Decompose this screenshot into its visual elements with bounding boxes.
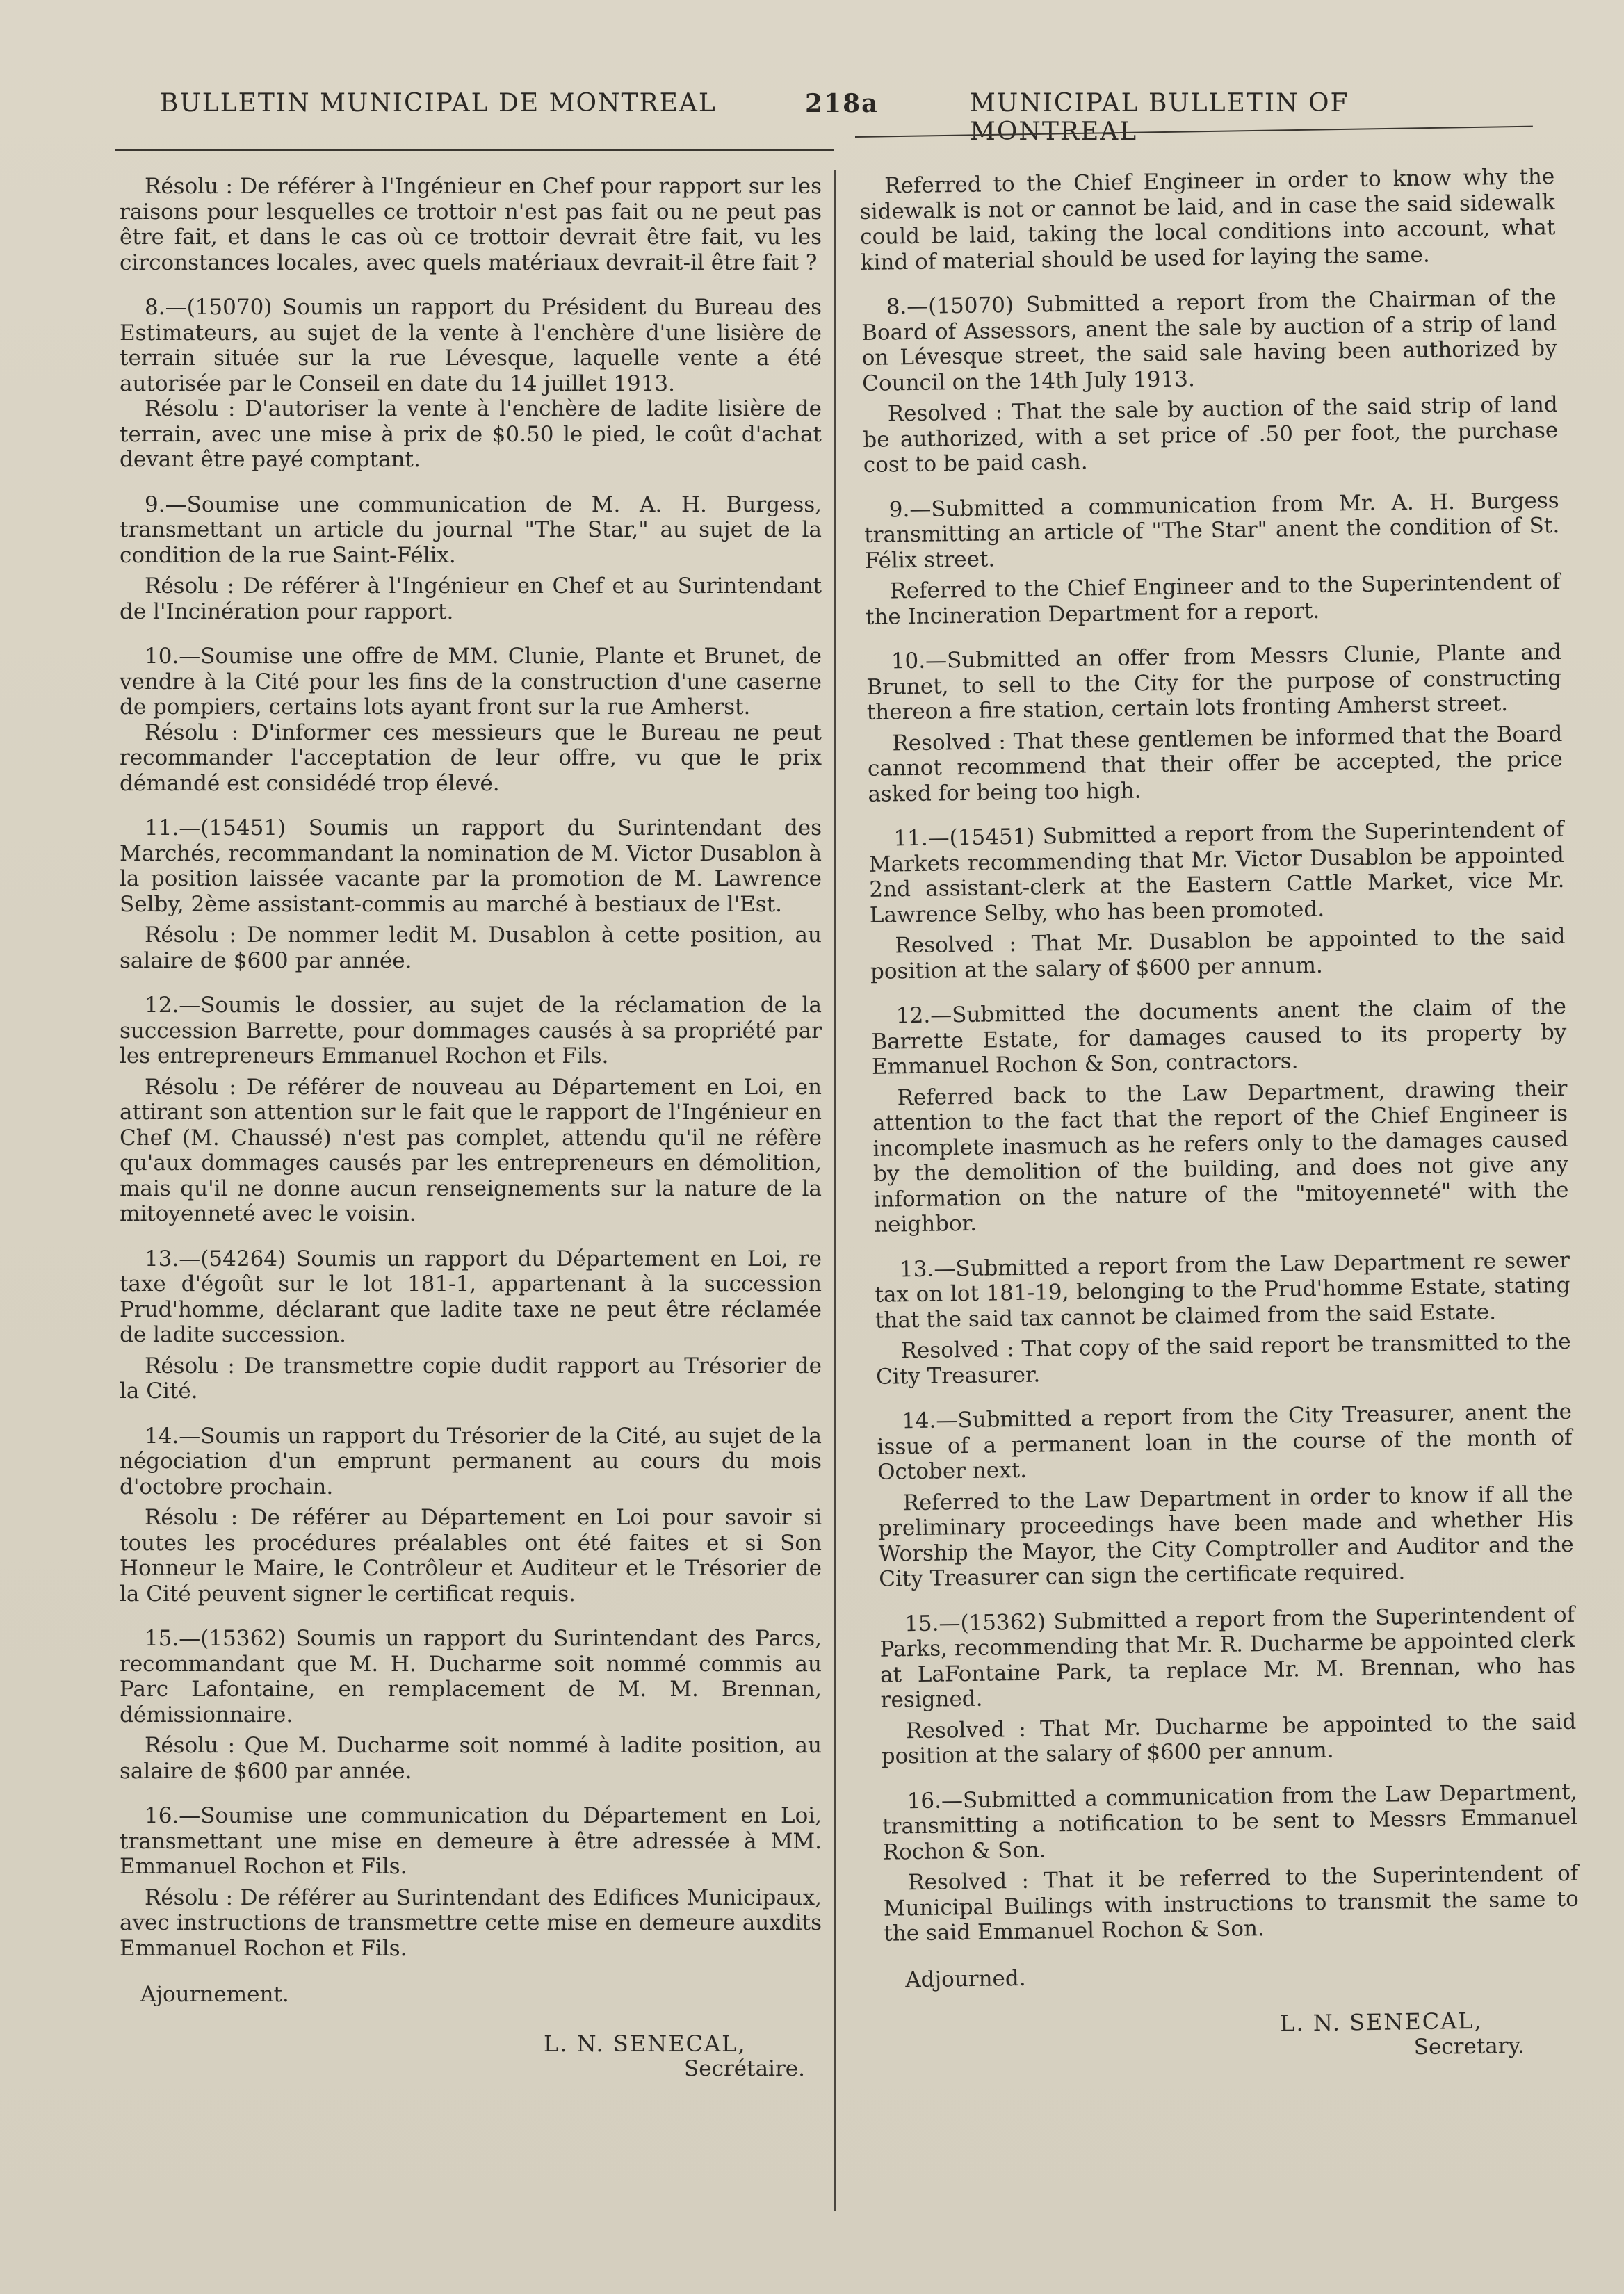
page-header (146, 89, 1513, 146)
paragraph: Résolu : Que M. Ducharme soit nommé à ladite position, au salaire de $600 par année. (120, 1733, 822, 1784)
paragraph: 12.—Soumis le dossier, au sujet de la réclamation de la succession Barrette, pour dommages causés à sa propriété par les entrepreneurs Emmanuel Rochon et Fils. (120, 993, 822, 1068)
paragraph: 13.—(54264) Soumis un rapport du Département en Loi, re taxe d'égoût sur le lot 181-1, appartenant à la succession Prud'homme, déclarant que ladite taxe ne peut être réclamée de ladite succession. (120, 1246, 822, 1347)
paragraph: Resolved : That Mr. Ducharme be appointed to the said position at the salary of $600 per annum. (881, 1709, 1577, 1769)
signature-title: Secretary. (1413, 2033, 1525, 2060)
paragraph: Résolu : De nommer ledit M. Dusablon à cette position, au salaire de $600 par année. (120, 922, 822, 973)
column-divider (834, 170, 836, 2211)
paragraph: 14.—Soumis un rapport du Trésorier de la Cité, au sujet de la négociation d'un emprunt permanent au cours du mois d'octobre prochain. (120, 1423, 822, 1499)
paragraph: Resolved : That these gentlemen be informed that the Board cannot recommend that their offer be accepted, the price asked for being too high. (867, 721, 1564, 807)
paragraph: 10.—Soumise une offre de MM. Clunie, Plante et Brunet, de vendre à la Cité pour les fins de la construction d'une caserne de pompiers, certains lots ayant front sur la rue Amherst. (120, 644, 822, 719)
paragraph: Resolved : That the sale by auction of the said strip of land be authorized, with a set price of .50 per foot, the purchase cost to be paid cash. (863, 392, 1559, 478)
header-english-title: MUNICIPAL BULLETIN OF MONTREAL (970, 89, 1349, 146)
adjournment: Ajournement. (140, 1982, 289, 2007)
paragraph: Resolved : That it be referred to the Superintendent of Municipal Builings with instructions to transmit the same to the said Emmanuel Rochon & Son. (883, 1860, 1579, 1946)
paragraph: 16.—Submitted a communication from the Law Department, transmitting a notification to be sent to Messrs Emmanuel Rochon & Son. (882, 1779, 1578, 1865)
paragraph: 13.—Submitted a report from the Law Department re sewer tax on lot 181-19, belonging to the Prud'homme Estate, stating that the said tax cannot be claimed from the said Estate. (875, 1247, 1570, 1333)
paragraph: 10.—Submitted an offer from Messrs Clunie, Plante and Brunet, to sell to the City for the purpose of constructing thereon a fire station, certain lots fronting Amherst street. (866, 639, 1562, 725)
paragraph: Referred to the Chief Engineer in order to know why the sidewalk is not or cannot be laid, and in case the said sidewalk could be laid, taking the local conditions into account, what kind of material should be used for laying the same. (859, 164, 1556, 275)
header-french-title: BULLETIN MUNICIPAL DE MONTREAL (160, 89, 717, 117)
french-column (120, 174, 822, 2082)
paragraph: Referred to the Chief Engineer and to the Superintendent of the Incineration Department for a report. (865, 569, 1561, 630)
paragraph: 11.—(15451) Submitted a report from the Superintendent of Markets recommending that Mr. Victor Dusablon be appointed 2nd assistant-clerk at the Eastern Cattle Market, vice Mr. Lawrence Selby, who has been promoted. (868, 816, 1565, 928)
paragraph: Referred back to the Law Department, drawing their attention to the fact that the report of the Chief Engineer is incomplete inasmuch as he refers only to the damages caused by the demolition of the building, and does not give any information on the nature of the "mitoyenneté" with the neighbor. (872, 1075, 1569, 1237)
page-number: 218a (805, 89, 879, 118)
paragraph: 14.—Submitted a report from the City Treasurer, anent the issue of a permanent loan in the course of the month of October next. (877, 1399, 1573, 1485)
paragraph: Résolu : De référer à l'Ingénieur en Chef et au Surintendant de l'Incinération pour rapport. (120, 574, 822, 624)
paragraph: 15.—(15362) Soumis un rapport du Surintendant des Parcs, recommandant que M. H. Ducharme soit nommé commis au Parc Lafontaine, en remplacement de M. M. Brennan, démissionnaire. (120, 1626, 822, 1727)
paragraph: Résolu : De référer au Surintendant des Edifices Municipaux, avec instructions de transmettre cette mise en demeure auxdits Emmanuel Rochon et Fils. (120, 1885, 822, 1961)
paragraph: Résolu : De transmettre copie dudit rapport au Trésorier de la Cité. (120, 1353, 822, 1404)
paragraph: 16.—Soumise une communication du Département en Loi, transmettant une mise en demeure à être adressée à MM. Emmanuel Rochon et Fils. (120, 1803, 822, 1879)
paragraph: Résolu : De référer au Département en Loi pour savoir si toutes les procédures préalables ont été faites et si Son Honneur le Maire, le Contrôleur et Auditeur et le Trésorier de la Cité peuvent signer le certificat requis. (120, 1505, 822, 1606)
paragraph: Resolved : That copy of the said report be transmitted to the City Treasurer. (875, 1328, 1571, 1390)
paragraph: 8.—(15070) Submitted a report from the Chairman of the Board of Assessors, anent the sale by auction of a strip of land on Lévesque street, the said sale having been authorized by Council on the 14th July 1913. (861, 285, 1557, 396)
adjournment: Adjourned. (905, 1965, 1026, 1992)
paragraph: 9.—Submitted a communication from Mr. A. H. Burgess transmitting an article of "The Star" anent the condition of St. Félix street. (864, 487, 1560, 574)
paragraph: 12.—Submitted the documents anent the claim of the Barrette Estate, for damages caused to its property by Emmanuel Rochon & Son, contractors. (871, 993, 1567, 1080)
english-column (859, 164, 1581, 2067)
paragraph: Résolu : De référer de nouveau au Département en Loi, en attirant son attention sur le fait que le rapport de l'Ingénieur en Chef (M. Chaussé) n'est pas complet, attendu qu'il ne réfère qu'aux dommages causés par les entrepreneurs en démolition, mais qu'il ne donne aucun renseignements sur la nature de la mitoyenneté avec le voisin. (120, 1074, 822, 1226)
paragraph: 8.—(15070) Soumis un rapport du Président du Bureau des Estimateurs, au sujet de la vente à l'enchère d'une lisière de terrain située sur la rue Lévesque, laquelle vente a été autorisée par le Conseil en date du 14 juillet 1913. (120, 295, 822, 396)
header-rule-left (115, 149, 834, 151)
paragraph: 15.—(15362) Submitted a report from the Superintendent of Parks, recommending that Mr. R. Ducharme be appointed clerk at LaFontaine Park, ta replace Mr. M. Brennan, who has resigned. (879, 1602, 1576, 1713)
paragraph: 11.—(15451) Soumis un rapport du Surintendant des Marchés, recommandant la nomination de M. Victor Dusablon à la position laissée vacante par la promotion de M. Lawrence Selby, 2ème assistant-commis au marché à bestiaux de l'Est. (120, 815, 822, 917)
paragraph: 9.—Soumise une communication de M. A. H. Burgess, transmettant un article du journal "The Star," au sujet de la condition de la rue Saint-Félix. (120, 491, 822, 568)
signature-name: L. N. SENECAL, (1279, 2007, 1483, 2037)
paragraph: Referred to the Law Department in order to know if all the preliminary proceedings have been made and whether His Worship the Mayor, the City Comptroller and Auditor and the City Treasurer can sign the certificate required. (877, 1481, 1574, 1592)
signature-name: L. N. SENECAL, (544, 2030, 747, 2057)
paragraph: Résolu : De référer à l'Ingénieur en Chef pour rapport sur les raisons pour lesquelles ce trottoir n'est pas fait ou ne peut pas être fait, et dans le cas où ce trottoir devrait être fait, vu les circonstances locales, avec quels matériaux devrait-il être fait ? (120, 174, 822, 275)
paragraph: Resolved : That Mr. Dusablon be appointed to the said position at the salary of $600 per annum. (870, 923, 1566, 984)
signature-title: Secrétaire. (684, 2056, 805, 2081)
paragraph: Résolu : D'autoriser la vente à l'enchère de ladite lisière de terrain, avec une mise à prix de $0.50 le pied, le coût d'achat devant être payé comptant. (120, 396, 822, 472)
paragraph: Résolu : D'informer ces messieurs que le Bureau ne peut recommander l'acceptation de leur offre, vu que le prix démandé est considédé trop élevé. (120, 719, 822, 796)
